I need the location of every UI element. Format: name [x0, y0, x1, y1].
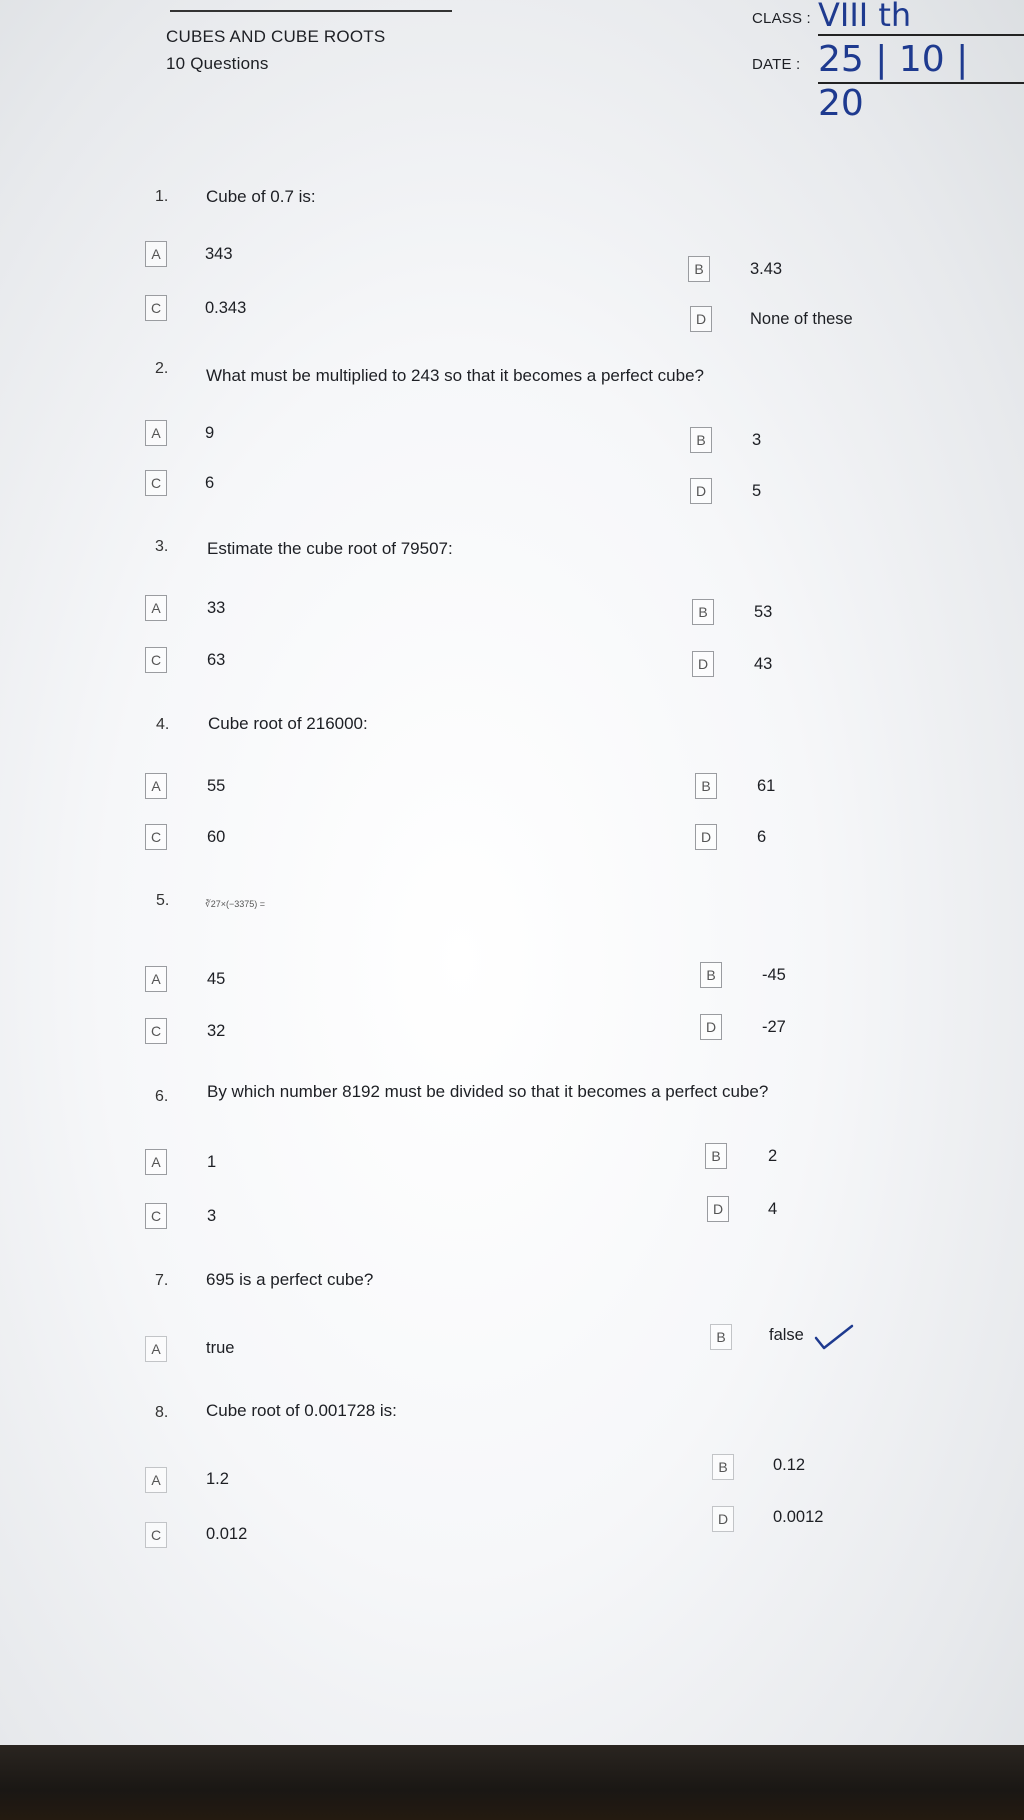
option-key[interactable]: B — [688, 256, 710, 282]
option-text: 53 — [754, 603, 773, 621]
question-formula: ∛27×(−3375) = — [205, 899, 266, 909]
class-label: CLASS : — [752, 10, 811, 27]
question-text: By which number 8192 must be divided so that it becomes a perfect cube? — [207, 1082, 769, 1101]
option-key[interactable]: C — [145, 1203, 167, 1229]
question-number: 6. — [155, 1088, 169, 1105]
option-text: 4 — [768, 1200, 778, 1218]
option-text: 343 — [205, 245, 233, 263]
option-key[interactable]: A — [145, 1467, 167, 1493]
option-text: 3 — [752, 431, 762, 449]
option-key[interactable]: C — [145, 824, 167, 850]
option-key[interactable]: D — [690, 478, 712, 504]
option-key[interactable]: D — [712, 1506, 734, 1532]
option-key[interactable]: D — [707, 1196, 729, 1222]
question-number: 1. — [155, 188, 169, 205]
option-text: 0.343 — [205, 299, 247, 317]
option-key[interactable]: A — [145, 966, 167, 992]
option-text: 0.0012 — [773, 1508, 824, 1526]
option-text: 0.12 — [773, 1456, 806, 1474]
worksheet-title: CUBES AND CUBE ROOTS — [166, 27, 386, 46]
option-text: 55 — [207, 777, 226, 795]
option-key[interactable]: A — [145, 595, 167, 621]
option-key[interactable]: B — [690, 427, 712, 453]
top-rule — [170, 0, 452, 12]
date-value: 25 | 10 | 20 — [818, 38, 1024, 84]
class-value: VIII th — [818, 0, 1024, 36]
question-number: 4. — [156, 716, 170, 733]
option-text: 3 — [207, 1207, 217, 1225]
option-text: 32 — [207, 1022, 226, 1040]
date-label: DATE : — [752, 56, 801, 73]
option-text: false — [769, 1326, 804, 1344]
question-text: Cube root of 0.001728 is: — [206, 1401, 397, 1420]
option-key[interactable]: C — [145, 1018, 167, 1044]
option-key[interactable]: A — [145, 241, 167, 267]
question-text: 695 is a perfect cube? — [206, 1270, 374, 1289]
option-key[interactable]: A — [145, 1336, 167, 1362]
option-text: 33 — [207, 599, 226, 617]
option-text: 6 — [205, 474, 215, 492]
question-text: Cube of 0.7 is: — [206, 187, 316, 206]
option-text: None of these — [750, 310, 853, 328]
option-key[interactable]: B — [695, 773, 717, 799]
option-text: 43 — [754, 655, 773, 673]
option-key[interactable]: A — [145, 773, 167, 799]
question-number: 2. — [155, 360, 169, 377]
option-key[interactable]: A — [145, 420, 167, 446]
question-number: 3. — [155, 538, 169, 555]
option-text: 61 — [757, 777, 776, 795]
option-key[interactable]: D — [700, 1014, 722, 1040]
option-key[interactable]: D — [692, 651, 714, 677]
option-key[interactable]: C — [145, 470, 167, 496]
option-text: 1.2 — [206, 1470, 229, 1488]
question-text: Cube root of 216000: — [208, 714, 368, 733]
option-text: 2 — [768, 1147, 778, 1165]
option-text: 6 — [757, 828, 767, 846]
option-key[interactable]: C — [145, 1522, 167, 1548]
option-key[interactable]: A — [145, 1149, 167, 1175]
option-key[interactable]: C — [145, 647, 167, 673]
option-text: true — [206, 1339, 235, 1357]
option-key[interactable]: B — [692, 599, 714, 625]
question-number: 5. — [156, 892, 170, 909]
option-key[interactable]: C — [145, 295, 167, 321]
option-text: 5 — [752, 482, 762, 500]
option-text: 63 — [207, 651, 226, 669]
checkmark-icon — [814, 1322, 854, 1354]
question-count: 10 Questions — [166, 54, 269, 73]
option-key[interactable]: B — [700, 962, 722, 988]
option-key[interactable]: D — [690, 306, 712, 332]
option-text: 60 — [207, 828, 226, 846]
option-text: 45 — [207, 970, 226, 988]
background-surface — [0, 1745, 1024, 1820]
option-key[interactable]: B — [710, 1324, 732, 1350]
option-text: 1 — [207, 1153, 217, 1171]
option-key[interactable]: D — [695, 824, 717, 850]
question-text: Estimate the cube root of 79507: — [207, 539, 453, 558]
question-text: What must be multiplied to 243 so that it becomes a perfect cube? — [206, 366, 704, 385]
option-key[interactable]: B — [712, 1454, 734, 1480]
option-text: 9 — [205, 424, 215, 442]
option-text: 0.012 — [206, 1525, 248, 1543]
option-text: 3.43 — [750, 260, 783, 278]
option-text: -45 — [762, 966, 786, 984]
option-key[interactable]: B — [705, 1143, 727, 1169]
option-text: -27 — [762, 1018, 786, 1036]
question-number: 7. — [155, 1272, 169, 1289]
question-number: 8. — [155, 1404, 169, 1421]
